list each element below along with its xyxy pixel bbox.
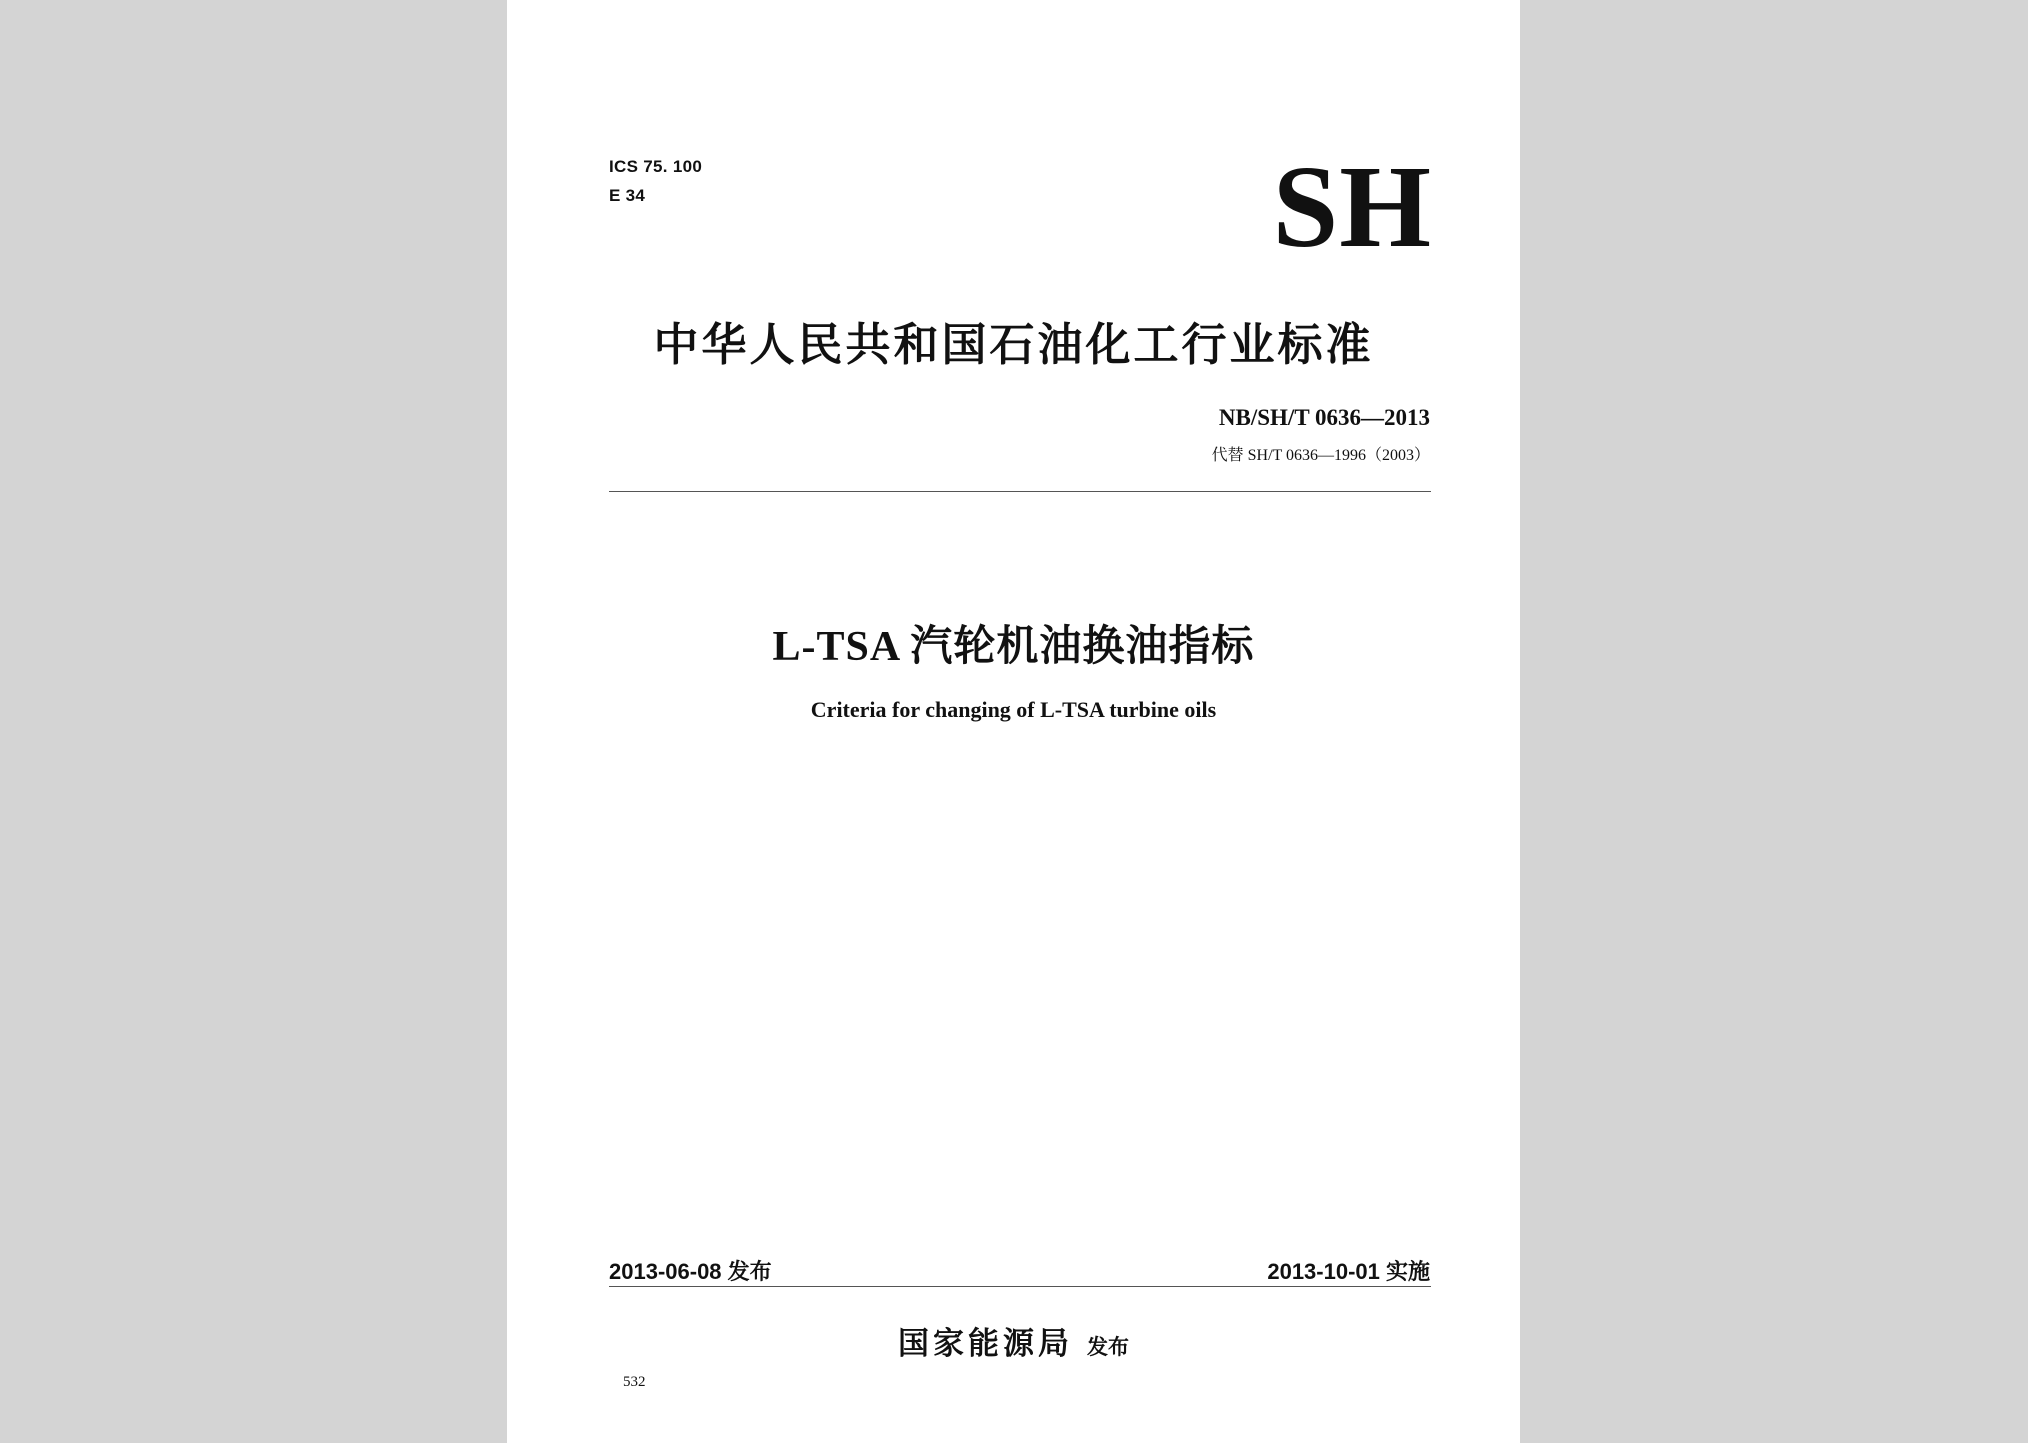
document-title-cn: L-TSA 汽轮机油换油指标 xyxy=(772,624,1255,670)
header-divider xyxy=(609,491,1431,492)
implementation-date: 2013-10-01 实施 xyxy=(1267,1259,1430,1284)
publisher-name: 国家能源局 xyxy=(898,1326,1073,1362)
standard-category-title: 中华人民共和国石油化工行业标准 xyxy=(653,318,1374,371)
sh-logo: SH xyxy=(1272,141,1432,272)
document-title-en: Criteria for changing of L-TSA turbine oils xyxy=(810,697,1217,722)
footer-divider xyxy=(609,1286,1431,1287)
page-number: 532 xyxy=(623,1374,646,1390)
replaced-standard: 代替 SH/T 0636—1996（2003） xyxy=(1211,447,1430,464)
document-page xyxy=(507,0,1520,1443)
ccs-code: E 34 xyxy=(609,186,646,205)
issue-date: 2013-06-08 发布 xyxy=(609,1259,772,1284)
publisher-suffix: 发布 xyxy=(1087,1335,1129,1359)
standard-number: NB/SH/T 0636—2013 xyxy=(1218,405,1430,430)
publisher xyxy=(507,1318,1520,1363)
ics-code: ICS 75. 100 xyxy=(609,157,703,176)
